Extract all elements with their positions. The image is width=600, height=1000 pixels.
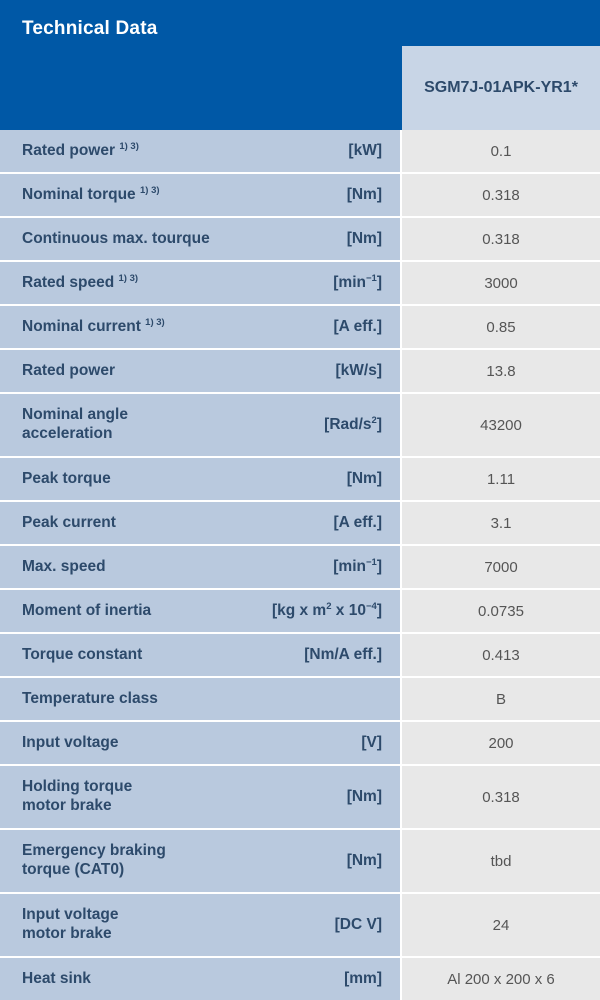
row-value: 200	[402, 722, 600, 764]
table-row	[0, 958, 600, 1000]
row-label: Heat sink	[22, 969, 91, 987]
table-row	[0, 130, 600, 174]
row-label-cell	[0, 394, 402, 456]
row-unit: [Nm/A eff.]	[304, 646, 382, 663]
row-unit: [Nm]	[346, 788, 382, 805]
row-unit: [Nm]	[346, 186, 382, 203]
row-value: 1.11	[402, 458, 600, 500]
table-row	[0, 678, 600, 722]
row-label-cell	[0, 590, 402, 632]
row-label-cell	[0, 634, 402, 676]
row-label-cell	[0, 458, 402, 500]
row-label: Moment of inertia	[22, 601, 152, 619]
row-label-cell	[0, 262, 402, 304]
row-unit: [kg x $m^2$ x $10^{-4}$]	[271, 600, 382, 619]
row-unit: $[\min^{-1}]$	[333, 556, 382, 575]
row-value: 7000	[402, 546, 600, 588]
table-row	[0, 634, 600, 678]
page-title: Technical Data	[22, 18, 158, 39]
row-value: 0.318	[402, 174, 600, 216]
row-label: Max. speed	[22, 557, 106, 575]
row-label: Holding torque motor brake	[22, 778, 133, 814]
row-value: B	[402, 678, 600, 720]
row-unit: [A eff.]	[333, 514, 382, 531]
row-label-cell	[0, 502, 402, 544]
row-label-cell	[0, 830, 402, 892]
specification-rows	[0, 130, 600, 1000]
row-label: Rated power	[22, 361, 116, 379]
row-label: Torque constant	[22, 645, 143, 663]
table-row	[0, 894, 600, 958]
model-column-header	[402, 46, 600, 130]
table-row	[0, 174, 600, 218]
row-value: 3000	[402, 262, 600, 304]
row-unit: [Nm]	[346, 470, 382, 487]
row-unit: [DC V]	[334, 916, 382, 933]
row-value: 0.0735	[402, 590, 600, 632]
row-label: Rated speed $^{1) 3)}$	[22, 272, 139, 291]
row-unit: $[Rad/s^2]$	[324, 414, 382, 433]
table-row	[0, 546, 600, 590]
row-label: Nominal torque $^{1) 3)}$	[22, 184, 160, 203]
row-unit: [V]	[361, 734, 382, 751]
row-value: 0.413	[402, 634, 600, 676]
row-unit: [kW/s]	[335, 362, 382, 379]
row-unit: [A eff.]	[333, 318, 382, 335]
model-name-line2: 01APK-YR1*	[483, 78, 578, 96]
row-label-cell	[0, 722, 402, 764]
row-label: Nominal current $^{1) 3)}$	[22, 316, 165, 335]
table-row	[0, 350, 600, 394]
row-value: Al 200 x 200 x 6	[402, 958, 600, 1000]
table-row	[0, 218, 600, 262]
row-value: 0.318	[402, 766, 600, 828]
row-label-cell	[0, 546, 402, 588]
row-label-cell	[0, 678, 402, 720]
row-value: 0.318	[402, 218, 600, 260]
row-label-cell	[0, 958, 402, 1000]
row-unit: [Nm]	[346, 230, 382, 247]
table-row	[0, 590, 600, 634]
row-unit: [Nm]	[346, 852, 382, 869]
table-row	[0, 722, 600, 766]
row-unit: $[\min^{-1}]$	[333, 272, 382, 291]
row-value: 3.1	[402, 502, 600, 544]
model-name-line1: SGM7J-	[424, 78, 484, 96]
row-value: 43200	[402, 394, 600, 456]
row-label: Peak torque	[22, 469, 111, 487]
row-label-cell	[0, 766, 402, 828]
table-row	[0, 502, 600, 546]
row-unit: [mm]	[344, 970, 382, 987]
row-label: Nominal angle acceleration	[22, 406, 128, 442]
row-label: Peak current	[22, 513, 116, 531]
row-label-cell	[0, 174, 402, 216]
row-label: Input voltage motor brake	[22, 906, 119, 942]
row-value: 0.1	[402, 130, 600, 172]
row-label: Rated power $^{1) 3)}$	[22, 140, 139, 159]
table-row	[0, 394, 600, 458]
table-header	[0, 0, 600, 130]
table-row	[0, 262, 600, 306]
row-unit: [kW]	[348, 142, 382, 159]
row-label-cell	[0, 350, 402, 392]
row-label: Emergency braking torque (CAT0)	[22, 842, 166, 878]
table-row	[0, 458, 600, 502]
row-label-cell	[0, 306, 402, 348]
row-label-cell	[0, 130, 402, 172]
table-row	[0, 830, 600, 894]
table-row	[0, 306, 600, 350]
row-value: 0.85	[402, 306, 600, 348]
row-label: Temperature class	[22, 689, 158, 707]
row-label-cell	[0, 218, 402, 260]
row-label: Continuous max. tourque	[22, 229, 210, 247]
row-label-cell	[0, 894, 402, 956]
row-label: Input voltage	[22, 733, 119, 751]
row-value: tbd	[402, 830, 600, 892]
row-value: 24	[402, 894, 600, 956]
table-row	[0, 766, 600, 830]
row-value: 13.8	[402, 350, 600, 392]
